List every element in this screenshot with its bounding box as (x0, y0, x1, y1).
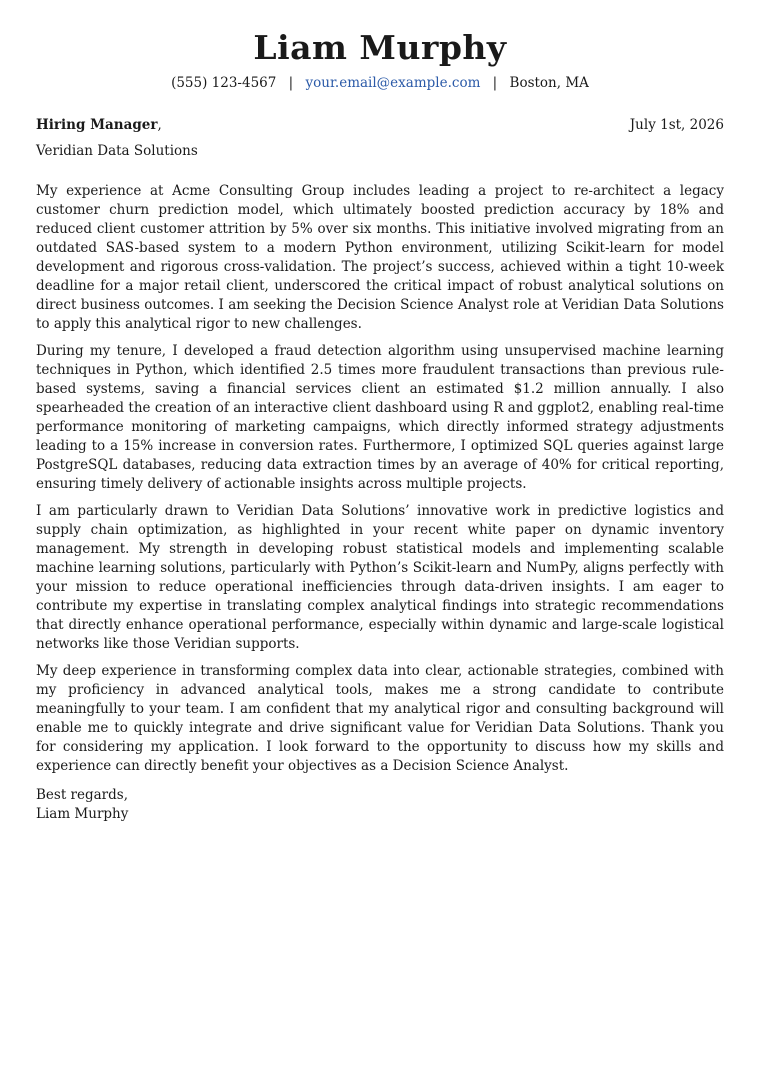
contact-separator: | (492, 75, 498, 91)
contact-separator: | (288, 75, 294, 91)
letter-date: July 1st, 2026 (629, 117, 724, 133)
recipient-title-suffix: , (157, 117, 162, 133)
recipient-title: Hiring Manager (36, 117, 158, 133)
closing-salutation: Best regards, (36, 787, 129, 803)
location: Boston, MA (509, 75, 589, 91)
letter-body (36, 182, 724, 776)
body-paragraph: My deep experience in transforming complex data into clear, actionable strategies, combined with my proficiency in advanced analytical tools, makes me a strong candidate to contribute meaningfully to your team. I am confident that my analytical rigor and consulting background will enable me to quickly integrate and drive significant value for Veridian Data Solutions. Thank you for considering my application. I look forward to the opportunity to discuss how my skills and experience can directly benefit your objectives as a Decision Science Analyst. (36, 663, 724, 774)
body-paragraph: During my tenure, I developed a fraud detection algorithm using unsupervised machine learning techniques in Python, which identified 2.5 times more fraudulent transactions than previous rule-based systems, saving a financial services client an estimated $1.2 million annually. I also spearheaded the creation of an interactive client dashboard using R and ggplot2, enabling real-time performance monitoring of marketing campaigns, which directly informed strategy adjustments leading to a 15% increase in conversion rates. Furthermore, I optimized SQL queries against large PostgreSQL databases, reducing data extraction times by an average of 40% for critical reporting, ensuring timely delivery of actionable insights across multiple projects. (36, 343, 724, 492)
closing-block (36, 786, 724, 824)
applicant-name: Liam Murphy (253, 28, 507, 67)
contact-line (36, 74, 724, 92)
email-link[interactable]: your.email@example.com (305, 75, 481, 91)
recipient-block (36, 116, 162, 134)
recipient-row (36, 116, 724, 134)
recipient-company: Veridian Data Solutions (36, 143, 198, 159)
phone-number: (555) 123-4567 (171, 75, 277, 91)
body-paragraph: I am particularly drawn to Veridian Data Solutions’ innovative work in predictive logistics and supply chain optimization, as highlighted in your recent white paper on dynamic inventory management. My strength in developing robust statistical models and implementing scalable machine learning solutions, particularly with Python’s Scikit-learn and NumPy, aligns perfectly with your mission to reduce operational inefficiencies through data-driven insights. I am eager to contribute my expertise in translating complex analytical findings into strategic recommendations that directly enhance operational performance, especially within dynamic and large-scale logistical networks like those Veridian supports. (36, 503, 724, 652)
body-paragraph: My experience at Acme Consulting Group includes leading a project to re-architect a legacy customer churn prediction model, which ultimately boosted prediction accuracy by 18% and reduced client customer attrition by 5% over six months. This initiative involved migrating from an outdated SAS-based system to a modern Python environment, utilizing Scikit-learn for model development and rigorous cross-validation. The project’s success, achieved within a tight 10-week deadline for a major retail client, underscored the critical impact of robust analytical solutions on direct business outcomes. I am seeking the Decision Science Analyst role at Veridian Data Solutions to apply this analytical rigor to new challenges. (36, 183, 724, 332)
closing-signature: Liam Murphy (36, 806, 129, 822)
